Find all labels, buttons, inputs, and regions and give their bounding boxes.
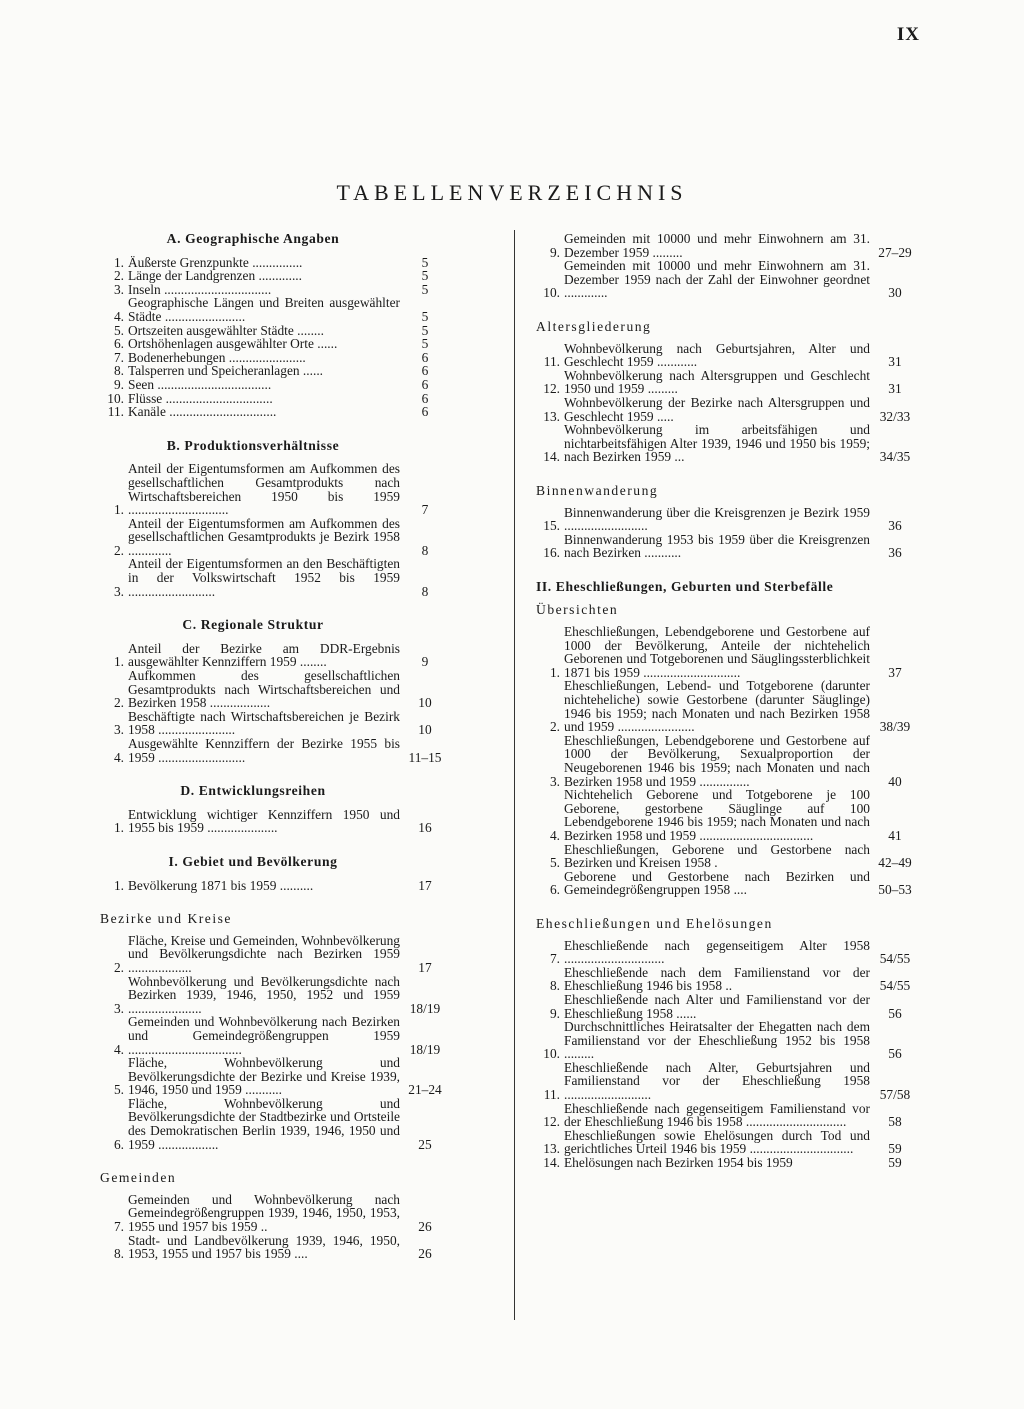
- entry-number: 13.: [543, 408, 560, 424]
- toc-entry-list: [536, 342, 920, 464]
- entry-page: 38/39: [879, 719, 911, 735]
- entry-title: Eheschließende nach Alter und Familienstand vor der Eheschließung 1958 ......: [564, 991, 870, 1021]
- entry-number: 4.: [113, 749, 124, 765]
- entry-title: Gemeinden mit 10000 und mehr Einwohnern am 31. Dezember 1959 .........: [564, 231, 870, 260]
- toc-entry-list: [100, 642, 450, 764]
- entry-title: Wohnbevölkerung der Bezirke nach Altersgruppen und Geschlecht 1959 .....: [564, 394, 870, 424]
- entry-page: 7: [421, 502, 429, 518]
- entry-number: 8.: [113, 363, 124, 379]
- entry-page: 31: [888, 381, 902, 397]
- toc-entry: [100, 710, 450, 737]
- entry-title: Wohnbevölkerung nach Altersgruppen und Geschlecht 1950 und 1959 .........: [564, 367, 870, 397]
- entry-title: Bevölkerung 1871 bis 1959 ..........: [128, 877, 314, 893]
- subsection-heading: Binnenwanderung: [536, 482, 659, 498]
- toc-section: [536, 320, 920, 464]
- entry-page: 6: [421, 390, 429, 406]
- toc-entry: [100, 351, 450, 365]
- entry-number: 4.: [113, 308, 124, 324]
- toc-entry: [100, 557, 450, 598]
- entry-page: 21–24: [408, 1082, 442, 1098]
- entry-title: Anteil der Eigentumsformen am Aufkommen des gesellschaftlichen Gesamtprodukts je Bezirk 1958 .............: [128, 515, 400, 558]
- toc-entry-list: [536, 939, 920, 1170]
- entry-number: 1.: [113, 254, 124, 270]
- toc-entry: [100, 808, 450, 835]
- toc-section: [100, 855, 450, 892]
- entry-number: 7.: [113, 349, 124, 365]
- entry-page: 27–29: [878, 244, 912, 260]
- toc-entry: [100, 296, 450, 323]
- entry-title: Wohnbevölkerung nach Geburtsjahren, Alter und Geschlecht 1959 ............: [564, 340, 870, 370]
- toc-entry: [100, 283, 450, 297]
- entry-page: 18/19: [409, 1000, 441, 1016]
- toc-entry: [100, 1015, 450, 1056]
- toc-section: [100, 1171, 450, 1261]
- entry-number: 3.: [113, 722, 124, 738]
- entry-number: 1.: [113, 877, 124, 893]
- toc-entry: [536, 1020, 920, 1061]
- entry-title: Eheschließungen, Geborene und Gestorbene nach Bezirken und Kreisen 1958 .: [564, 841, 870, 871]
- toc-section: [536, 917, 920, 1170]
- entry-number: 2.: [113, 959, 124, 975]
- entry-title: Inseln ................................: [128, 281, 272, 297]
- entry-number: 6.: [113, 336, 124, 352]
- entry-page: 5: [421, 322, 429, 338]
- entry-page: 26: [418, 1219, 432, 1235]
- entry-page: 5: [421, 268, 429, 284]
- entry-page: 6: [421, 349, 429, 365]
- entry-number: 1.: [113, 502, 124, 518]
- entry-title: Talsperren und Speicheranlagen ......: [128, 363, 324, 379]
- entry-page: 30: [888, 285, 902, 301]
- entry-number: 1.: [549, 664, 560, 680]
- toc-section: [100, 232, 450, 419]
- entry-title: Länge der Landgrenzen .............: [128, 268, 303, 284]
- entry-page: 5: [421, 281, 429, 297]
- toc-entry: [536, 1102, 920, 1129]
- entry-page: 32/33: [879, 408, 911, 424]
- entry-number: 5.: [549, 855, 560, 871]
- entry-number: 7.: [113, 1219, 124, 1235]
- toc-entry: [100, 364, 450, 378]
- entry-title: Ehelösungen nach Bezirken 1954 bis 1959: [564, 1155, 793, 1171]
- section-heading: I. Gebiet und Bevölkerung: [168, 853, 338, 869]
- toc-section: [100, 439, 450, 599]
- entry-title: Ortszeiten ausgewählter Städte ........: [128, 322, 324, 338]
- entry-number: 7.: [549, 951, 560, 967]
- entry-title: Ausgewählte Kennziffern der Bezirke 1955 bis 1959 ..........................: [128, 736, 400, 765]
- entry-number: 3.: [113, 1000, 124, 1016]
- entry-number: 8.: [113, 1246, 124, 1262]
- entry-title: Seen ..................................: [128, 376, 272, 392]
- toc-entry: [100, 879, 450, 893]
- toc-entry: [100, 462, 450, 516]
- toc-entry: [100, 1193, 450, 1234]
- entry-number: 12.: [543, 381, 560, 397]
- entry-page: 26: [418, 1246, 432, 1262]
- document-title: TABELLENVERZEICHNIS: [336, 180, 688, 205]
- entry-number: 11.: [543, 354, 560, 370]
- entry-number: 9.: [549, 244, 560, 260]
- toc-entry: [536, 939, 920, 966]
- toc-entry: [536, 259, 920, 300]
- entry-page: 6: [421, 404, 429, 420]
- entry-page: 5: [421, 254, 429, 270]
- entry-number: 11.: [543, 1087, 560, 1103]
- entry-title: Anteil der Bezirke am DDR-Ergebnis ausgewählter Kennziffern 1959 ........: [128, 640, 400, 670]
- toc-section: [100, 618, 450, 764]
- entry-title: Flüsse ................................: [128, 390, 273, 406]
- entry-title: Eheschließende nach gegenseitigem Familienstand vor der Eheschließung 1946 bis 1958 ..............................: [564, 1100, 870, 1130]
- subsection-heading: Bezirke und Kreise: [100, 911, 232, 927]
- entry-number: 4.: [113, 1041, 124, 1057]
- entry-title: Wohnbevölkerung und Bevölkerungsdichte nach Bezirken 1939, 1946, 1950, 1952 und 1959 ......................: [128, 973, 400, 1016]
- toc-entry-list: [100, 1193, 450, 1261]
- entry-number: 9.: [549, 1005, 560, 1021]
- entry-title: Fläche, Wohnbevölkerung und Bevölkerungsdichte der Bezirke und Kreise 1939, 1946, 1950 und 1959 ...........: [128, 1055, 400, 1098]
- toc-entry: [536, 870, 920, 897]
- entry-title: Gemeinden und Wohnbevölkerung nach Gemeindegrößengruppen 1939, 1946, 1950, 1953, 1955 und 1957 bis 1959 ..: [128, 1191, 400, 1235]
- entry-number: 3.: [549, 773, 560, 789]
- entry-title: Äußerste Grenzpunkte ...............: [128, 254, 303, 270]
- toc-entry: [100, 669, 450, 710]
- entry-number: 16.: [543, 545, 560, 561]
- entry-page: 56: [888, 1005, 902, 1021]
- entry-page: 59: [888, 1141, 902, 1157]
- entry-page: 59: [888, 1155, 902, 1171]
- entry-page: 17: [418, 959, 432, 975]
- toc-entry: [100, 1234, 450, 1261]
- entry-title: Fläche, Wohnbevölkerung und Bevölkerungsdichte der Stadtbezirke und Ortsteile des Demokratischen Berlin 1939, 1946, 1950 und 1959 ..................: [128, 1095, 400, 1152]
- entry-number: 10.: [543, 285, 560, 301]
- entry-page: 57/58: [879, 1087, 911, 1103]
- entry-number: 10.: [107, 390, 124, 406]
- toc-entry-list: [536, 506, 920, 560]
- entry-page: 10: [418, 722, 432, 738]
- entry-number: 9.: [113, 376, 124, 392]
- entry-title: Aufkommen des gesellschaftlichen Gesamtprodukts nach Wirtschaftsbereichen und Bezirken 1958 ..................: [128, 668, 400, 711]
- entry-number: 14.: [543, 449, 560, 465]
- toc-section: [536, 484, 920, 560]
- toc-entry-list: [100, 462, 450, 598]
- entry-page: 36: [888, 518, 902, 534]
- entry-title: Eheschließende nach Alter, Geburtsjahren und Familienstand vor der Eheschließung 1958 ..........................: [564, 1059, 870, 1103]
- entry-title: Nichtehelich Geborene und Totgeborene je 100 Geborene, gestorbene Säuglinge auf 100 Lebendgeborene 1946 bis 1959; nach Monaten und nach Bezirken 1958 und 1959 ..................................: [564, 787, 870, 843]
- toc-entry: [536, 1129, 920, 1156]
- entry-title: Anteil der Eigentumsformen am Aufkommen des gesellschaftlichen Gesamtprodukts nach Wirtschaftsbereichen 1950 bis 1959 ..............................: [128, 461, 400, 518]
- entry-title: Bodenerhebungen .......................: [128, 349, 306, 365]
- toc-section: [536, 232, 920, 300]
- subsection-heading: Eheschließungen und Ehelösungen: [536, 915, 773, 931]
- entry-page: 17: [418, 877, 432, 893]
- entry-title: Gemeinden mit 10000 und mehr Einwohnern am 31. Dezember 1959 nach der Zahl der Einwohner geordnet .............: [564, 258, 870, 301]
- entry-number: 2.: [113, 268, 124, 284]
- entry-title: Durchschnittliches Heiratsalter der Ehegatten nach dem Familienstand vor der Eheschließung 1952 bis 1958 .........: [564, 1019, 870, 1062]
- entry-number: 5.: [113, 322, 124, 338]
- entry-page: 9: [421, 654, 429, 670]
- entry-number: 2.: [549, 719, 560, 735]
- entry-page: 42–49: [878, 855, 912, 871]
- right-column: [536, 232, 920, 1190]
- toc-entry: [536, 1156, 920, 1170]
- entry-page: 41: [888, 827, 902, 843]
- toc-entry: [100, 975, 450, 1016]
- entry-title: Binnenwanderung 1953 bis 1959 über die Kreisgrenzen nach Bezirken ...........: [564, 531, 870, 561]
- toc-entry: [536, 734, 920, 788]
- toc-entry: [100, 1056, 450, 1097]
- entry-title: Eheschließungen, Lebendgeborene und Gestorbene auf 1000 der Bevölkerung, Sexualproportion der Neugeborenen 1946 bis 1959; nach Monaten und nach Bezirken 1958 und 1959 ...............: [564, 732, 870, 789]
- toc-entry: [536, 993, 920, 1020]
- entry-title: Ortshöhenlagen ausgewählter Orte ......: [128, 336, 338, 352]
- entry-page: 54/55: [879, 978, 911, 994]
- toc-entry: [536, 625, 920, 679]
- toc-entry: [100, 324, 450, 338]
- toc-entry: [100, 392, 450, 406]
- entry-number: 5.: [113, 1082, 124, 1098]
- entry-title: Wohnbevölkerung im arbeitsfähigen und nichtarbeitsfähigen Alter 1939, 1946 und 1950 bis 1959; nach Bezirken 1959 ...: [564, 422, 870, 465]
- entry-title: Eheschließende nach dem Familienstand vor der Eheschließung 1946 bis 1958 ..: [564, 964, 870, 994]
- toc-entry: [536, 1061, 920, 1102]
- entry-number: 15.: [543, 518, 560, 534]
- entry-page: 5: [421, 308, 429, 324]
- toc-entry-list: [100, 934, 450, 1152]
- entry-number: 13.: [543, 1141, 560, 1157]
- toc-section: [536, 580, 920, 897]
- toc-entry: [536, 788, 920, 842]
- left-column: [100, 232, 450, 1281]
- entry-page: 11–15: [408, 749, 442, 765]
- toc-section: [100, 784, 450, 835]
- entry-page: 40: [888, 773, 902, 789]
- toc-entry: [100, 517, 450, 558]
- entry-title: Geographische Längen und Breiten ausgewählter Städte ........................: [128, 295, 400, 324]
- entry-page: 8: [421, 542, 429, 558]
- entry-title: Eheschließungen, Lebendgeborene und Gestorbene auf 1000 der Bevölkerung, Anteile der nichtehelich Geborenen und Totgeborenen und Säuglingssterblichkeit 1871 bis 1959 .............................: [564, 624, 870, 680]
- toc-entry-list: [536, 232, 920, 300]
- toc-entry: [100, 337, 450, 351]
- toc-entry-list: [100, 879, 450, 893]
- toc-entry: [536, 843, 920, 870]
- entry-number: 11.: [107, 404, 124, 420]
- entry-title: Eheschließende nach gegenseitigem Alter 1958 ..............................: [564, 937, 870, 967]
- subsection-heading: Übersichten: [536, 602, 619, 618]
- entry-page: 36: [888, 545, 902, 561]
- entry-title: Gemeinden und Wohnbevölkerung nach Bezirken und Gemeindegrößengruppen 1959 ..................................: [128, 1014, 400, 1057]
- toc-entry: [536, 342, 920, 369]
- toc-entry: [536, 533, 920, 560]
- entry-number: 6.: [113, 1136, 124, 1152]
- section-heading: C. Regionale Struktur: [182, 617, 324, 633]
- section-heading: A. Geographische Angaben: [166, 231, 340, 246]
- entry-number: 2.: [113, 695, 124, 711]
- page-number: IX: [896, 24, 920, 45]
- entry-title: Fläche, Kreise und Gemeinden, Wohnbevölkerung und Bevölkerungsdichte nach Bezirken 1959 ...................: [128, 932, 400, 975]
- toc-entry-list: [100, 256, 450, 419]
- entry-page: 8: [421, 583, 429, 599]
- entry-number: 1.: [113, 654, 124, 670]
- entry-title: Beschäftigte nach Wirtschaftsbereichen je Bezirk 1958 .......................: [128, 708, 400, 738]
- entry-number: 14.: [543, 1155, 560, 1171]
- toc-entry-list: [536, 625, 920, 897]
- entry-title: Binnenwanderung über die Kreisgrenzen je Bezirk 1959 .........................: [564, 504, 870, 534]
- toc-entry: [100, 737, 450, 764]
- entry-title: Stadt- und Landbevölkerung 1939, 1946, 1950, 1953, 1955 und 1957 bis 1959 ....: [128, 1232, 400, 1262]
- entry-title: Anteil der Eigentumsformen an den Beschäftigten in der Volkswirtschaft 1952 bis 1959 ..........................: [128, 556, 400, 599]
- entry-page: 6: [421, 376, 429, 392]
- toc-entry: [100, 934, 450, 975]
- entry-page: 5: [421, 336, 429, 352]
- entry-number: 4.: [549, 827, 560, 843]
- entry-page: 25: [418, 1136, 432, 1152]
- entry-number: 10.: [543, 1046, 560, 1062]
- entry-page: 54/55: [879, 951, 911, 967]
- column-divider: [514, 230, 515, 1320]
- toc-entry: [100, 256, 450, 270]
- entry-number: 3.: [113, 583, 124, 599]
- entry-page: 18/19: [409, 1041, 441, 1057]
- entry-number: 3.: [113, 281, 124, 297]
- subsection-heading: Gemeinden: [100, 1170, 177, 1186]
- toc-entry: [536, 506, 920, 533]
- entry-number: 6.: [549, 882, 560, 898]
- subsection-heading: Altersgliederung: [536, 318, 652, 334]
- toc-entry: [536, 396, 920, 423]
- entry-page: 10: [418, 695, 432, 711]
- entry-title: Kanäle ................................: [128, 404, 277, 420]
- entry-title: Geborene und Gestorbene nach Bezirken und Gemeindegrößengruppen 1958 ....: [564, 868, 870, 898]
- section-heading: II. Eheschließungen, Geburten und Sterbefälle: [536, 578, 834, 594]
- toc-entry: [100, 1097, 450, 1151]
- toc-entry: [100, 405, 450, 419]
- toc-entry: [536, 966, 920, 993]
- section-heading: D. Entwicklungsreihen: [180, 783, 326, 799]
- entry-page: 34/35: [879, 449, 911, 465]
- entry-number: 2.: [113, 542, 124, 558]
- entry-page: 37: [888, 664, 902, 680]
- toc-section: [100, 912, 450, 1151]
- toc-entry: [536, 423, 920, 464]
- section-heading: B. Produktionsverhältnisse: [166, 437, 340, 453]
- entry-title: Entwicklung wichtiger Kennziffern 1950 und 1955 bis 1959 .....................: [128, 806, 400, 836]
- entry-page: 6: [421, 363, 429, 379]
- entry-page: 50–53: [878, 882, 912, 898]
- entry-number: 1.: [113, 820, 124, 836]
- toc-entry: [100, 378, 450, 392]
- toc-entry: [100, 269, 450, 283]
- entry-number: 12.: [543, 1114, 560, 1130]
- toc-entry: [536, 679, 920, 733]
- toc-entry-list: [100, 808, 450, 835]
- entry-page: 58: [888, 1114, 902, 1130]
- entry-number: 8.: [549, 978, 560, 994]
- toc-entry: [536, 369, 920, 396]
- entry-page: 31: [888, 354, 902, 370]
- entry-page: 56: [888, 1046, 902, 1062]
- entry-page: 16: [418, 820, 432, 836]
- entry-title: Eheschließungen, Lebend- und Totgeborene (darunter nichteheliche) sowie Gestorbene (darunter Säuglinge) 1946 bis 1959; nach Monaten und nach Bezirken 1958 und 1959 .......................: [564, 678, 870, 735]
- entry-title: Eheschließungen sowie Ehelösungen durch Tod und gerichtliches Urteil 1946 bis 1959 ...............................: [564, 1127, 870, 1157]
- toc-entry: [536, 232, 920, 259]
- toc-entry: [100, 642, 450, 669]
